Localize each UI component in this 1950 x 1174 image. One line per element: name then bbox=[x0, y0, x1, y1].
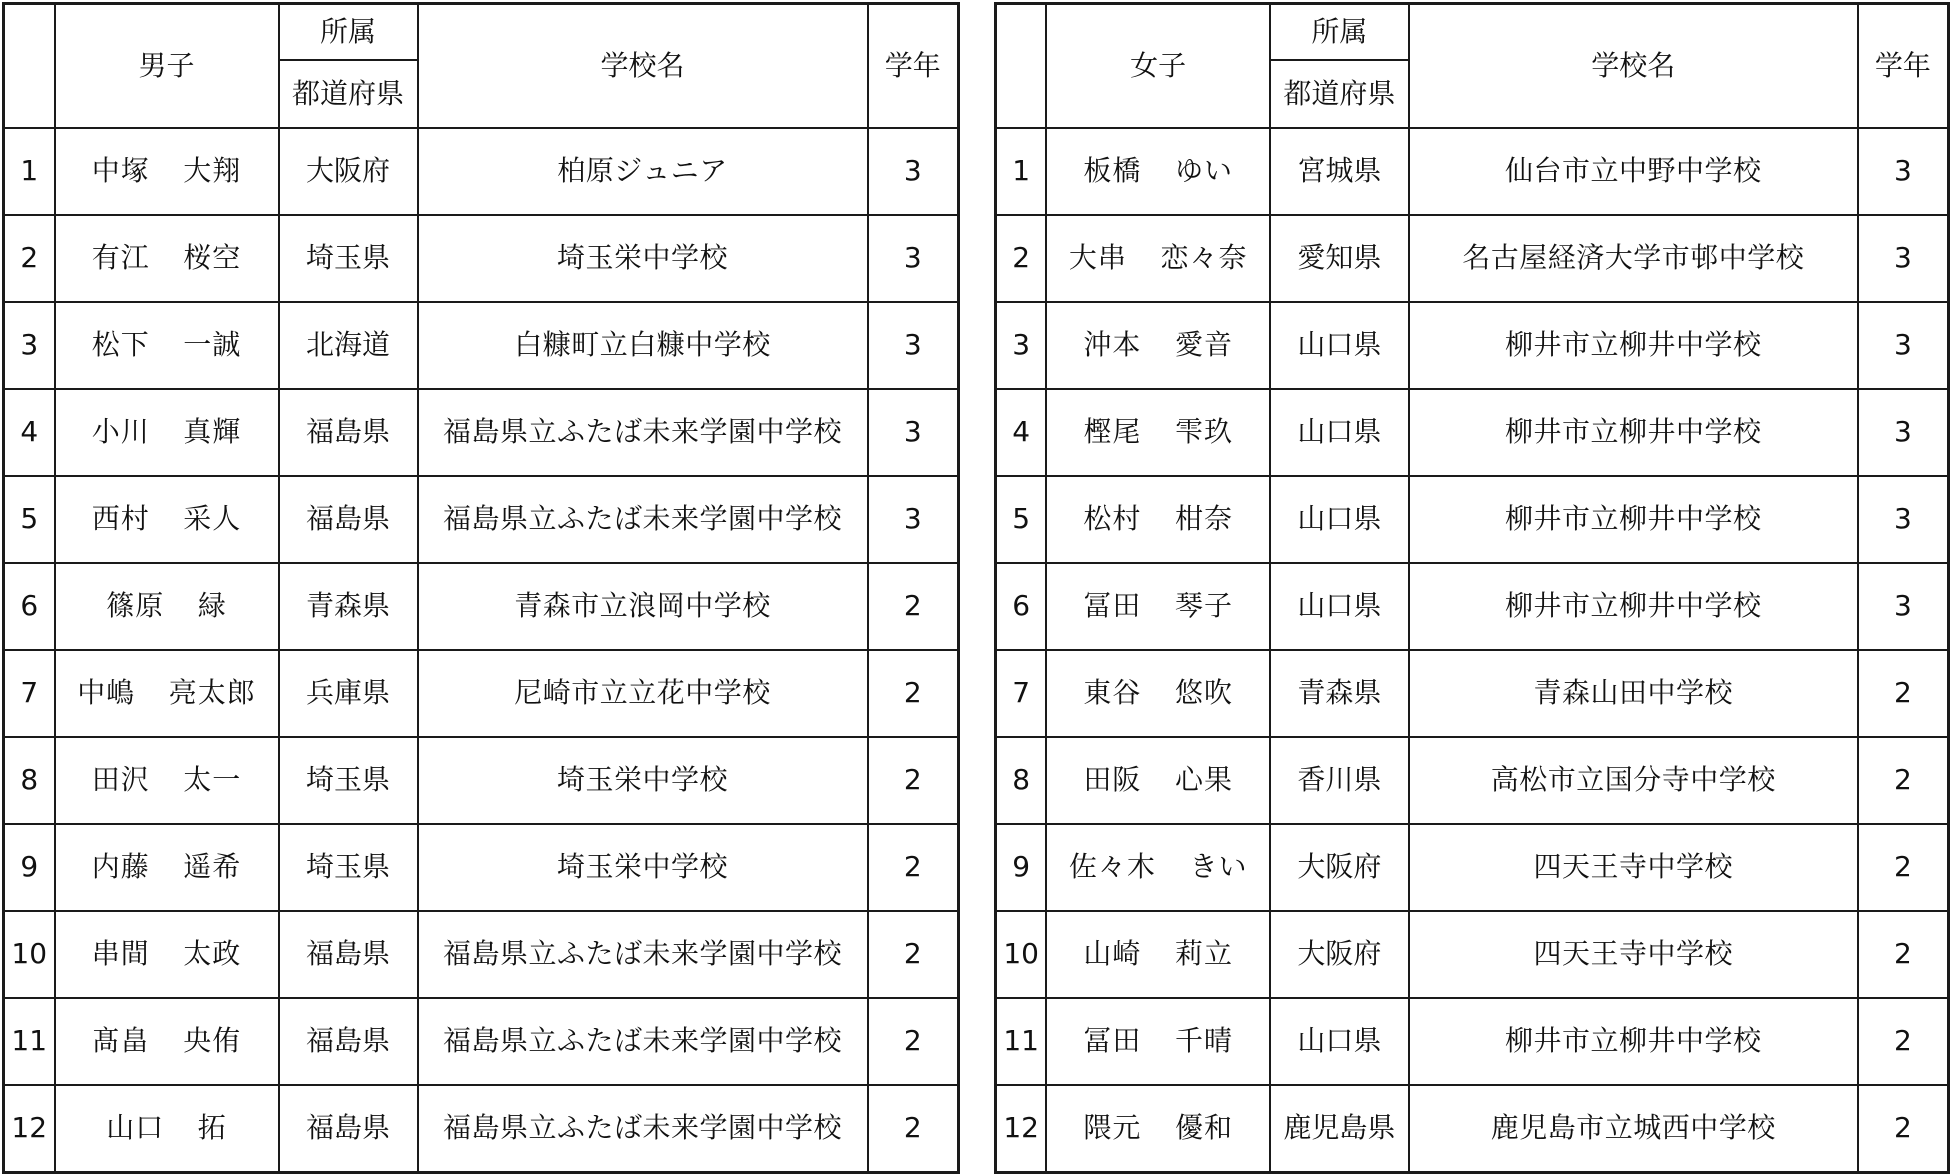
school-name: 柳井市立柳井中学校 bbox=[1409, 563, 1858, 650]
family-name: 佐々木 bbox=[1068, 850, 1156, 884]
row-number: 3 bbox=[4, 302, 55, 389]
athlete-name bbox=[55, 998, 279, 1085]
athlete-name bbox=[55, 1085, 279, 1173]
row-number: 9 bbox=[4, 824, 55, 911]
given-name: 琴子 bbox=[1174, 589, 1233, 623]
grade: 3 bbox=[1858, 128, 1949, 215]
table-row bbox=[996, 650, 1949, 737]
family-name: 西村 bbox=[91, 502, 150, 536]
given-name: 心果 bbox=[1174, 763, 1233, 797]
prefecture: 福島県 bbox=[279, 911, 418, 998]
family-name: 樫尾 bbox=[1083, 415, 1142, 449]
row-number: 4 bbox=[4, 389, 55, 476]
table-row bbox=[4, 998, 959, 1085]
given-name: 采人 bbox=[183, 502, 242, 536]
athlete-name bbox=[55, 476, 279, 563]
row-number: 12 bbox=[996, 1085, 1047, 1173]
athlete-name bbox=[55, 824, 279, 911]
girls-header-number bbox=[996, 4, 1047, 129]
grade: 3 bbox=[868, 389, 959, 476]
athlete-name bbox=[55, 650, 279, 737]
row-number: 10 bbox=[996, 911, 1047, 998]
school-name: 福島県立ふたば未来学園中学校 bbox=[418, 476, 868, 563]
athlete-name bbox=[55, 302, 279, 389]
given-name: 悠吹 bbox=[1174, 676, 1233, 710]
school-name: 白糠町立白糠中学校 bbox=[418, 302, 868, 389]
prefecture: 青森県 bbox=[279, 563, 418, 650]
school-name: 鹿児島市立城西中学校 bbox=[1409, 1085, 1858, 1173]
athlete-name bbox=[55, 389, 279, 476]
given-name: 一誠 bbox=[183, 328, 242, 362]
grade: 3 bbox=[868, 476, 959, 563]
grade: 3 bbox=[1858, 563, 1949, 650]
school-name: 柳井市立柳井中学校 bbox=[1409, 302, 1858, 389]
row-number: 8 bbox=[996, 737, 1047, 824]
athlete-name bbox=[1046, 650, 1270, 737]
family-name: 大串 bbox=[1068, 241, 1127, 275]
prefecture: 福島県 bbox=[279, 1085, 418, 1173]
prefecture: 山口県 bbox=[1270, 998, 1409, 1085]
athlete-name bbox=[55, 911, 279, 998]
grade: 3 bbox=[868, 128, 959, 215]
table-row bbox=[996, 1085, 1949, 1173]
girls-header-row bbox=[996, 4, 1949, 61]
row-number: 9 bbox=[996, 824, 1047, 911]
school-name: 福島県立ふたば未来学園中学校 bbox=[418, 389, 868, 476]
grade: 2 bbox=[1858, 1085, 1949, 1173]
athlete-name bbox=[55, 563, 279, 650]
school-name: 青森市立浪岡中学校 bbox=[418, 563, 868, 650]
prefecture: 山口県 bbox=[1270, 302, 1409, 389]
family-name: 冨田 bbox=[1083, 1024, 1142, 1058]
boys-header-grade: 学年 bbox=[868, 4, 959, 129]
school-name: 青森山田中学校 bbox=[1409, 650, 1858, 737]
grade: 3 bbox=[1858, 389, 1949, 476]
athlete-name bbox=[55, 215, 279, 302]
girls-header-prefecture: 都道府県 bbox=[1270, 60, 1409, 128]
given-name: 拓 bbox=[197, 1111, 227, 1145]
girls-header-grade: 学年 bbox=[1858, 4, 1949, 129]
athlete-name bbox=[1046, 998, 1270, 1085]
school-name: 尼崎市立立花中学校 bbox=[418, 650, 868, 737]
athlete-name bbox=[1046, 563, 1270, 650]
given-name: ゆい bbox=[1174, 154, 1233, 188]
grade: 2 bbox=[868, 1085, 959, 1173]
family-name: 沖本 bbox=[1083, 328, 1142, 362]
school-name: 名古屋経済大学市邨中学校 bbox=[1409, 215, 1858, 302]
grade: 2 bbox=[1858, 824, 1949, 911]
school-name: 福島県立ふたば未来学園中学校 bbox=[418, 1085, 868, 1173]
table-row bbox=[4, 1085, 959, 1173]
prefecture: 福島県 bbox=[279, 476, 418, 563]
row-number: 8 bbox=[4, 737, 55, 824]
row-number: 12 bbox=[4, 1085, 55, 1173]
family-name: 板橋 bbox=[1083, 154, 1142, 188]
prefecture: 山口県 bbox=[1270, 476, 1409, 563]
grade: 3 bbox=[868, 302, 959, 389]
given-name: 恋々奈 bbox=[1160, 241, 1248, 275]
school-name: 埼玉栄中学校 bbox=[418, 824, 868, 911]
given-name: 央侑 bbox=[183, 1024, 242, 1058]
table-row bbox=[996, 215, 1949, 302]
family-name: 串間 bbox=[91, 937, 150, 971]
prefecture: 大阪府 bbox=[279, 128, 418, 215]
prefecture: 大阪府 bbox=[1270, 824, 1409, 911]
given-name: 柑奈 bbox=[1174, 502, 1233, 536]
grade: 2 bbox=[868, 650, 959, 737]
row-number: 5 bbox=[4, 476, 55, 563]
row-number: 1 bbox=[996, 128, 1047, 215]
family-name: 松村 bbox=[1083, 502, 1142, 536]
row-number: 11 bbox=[4, 998, 55, 1085]
athlete-name bbox=[55, 128, 279, 215]
school-name: 柳井市立柳井中学校 bbox=[1409, 389, 1858, 476]
grade: 3 bbox=[868, 215, 959, 302]
prefecture: 鹿児島県 bbox=[1270, 1085, 1409, 1173]
athlete-name bbox=[55, 737, 279, 824]
given-name: 太政 bbox=[183, 937, 242, 971]
school-name: 柏原ジュニア bbox=[418, 128, 868, 215]
school-name: 柳井市立柳井中学校 bbox=[1409, 998, 1858, 1085]
family-name: 松下 bbox=[91, 328, 150, 362]
row-number: 2 bbox=[4, 215, 55, 302]
given-name: 緑 bbox=[197, 589, 227, 623]
athlete-name bbox=[1046, 1085, 1270, 1173]
boys-header-row bbox=[4, 4, 959, 61]
prefecture: 香川県 bbox=[1270, 737, 1409, 824]
prefecture: 山口県 bbox=[1270, 389, 1409, 476]
given-name: 大翔 bbox=[183, 154, 242, 188]
athlete-name bbox=[1046, 302, 1270, 389]
grade: 2 bbox=[868, 911, 959, 998]
table-row bbox=[996, 389, 1949, 476]
row-number: 2 bbox=[996, 215, 1047, 302]
row-number: 5 bbox=[996, 476, 1047, 563]
table-row bbox=[996, 563, 1949, 650]
athlete-name bbox=[1046, 128, 1270, 215]
given-name: 遥希 bbox=[183, 850, 242, 884]
prefecture: 山口県 bbox=[1270, 563, 1409, 650]
given-name: 千晴 bbox=[1174, 1024, 1233, 1058]
athlete-name bbox=[1046, 824, 1270, 911]
row-number: 10 bbox=[4, 911, 55, 998]
table-row bbox=[4, 476, 959, 563]
table-row bbox=[996, 824, 1949, 911]
boys-header-affiliation: 所属 bbox=[279, 4, 418, 61]
school-name: 柳井市立柳井中学校 bbox=[1409, 476, 1858, 563]
table-row bbox=[4, 650, 959, 737]
grade: 2 bbox=[1858, 650, 1949, 737]
table-row bbox=[4, 563, 959, 650]
family-name: 東谷 bbox=[1083, 676, 1142, 710]
row-number: 1 bbox=[4, 128, 55, 215]
table-row bbox=[996, 911, 1949, 998]
school-name: 埼玉栄中学校 bbox=[418, 215, 868, 302]
girls-header-affiliation: 所属 bbox=[1270, 4, 1409, 61]
table-row bbox=[4, 128, 959, 215]
school-name: 高松市立国分寺中学校 bbox=[1409, 737, 1858, 824]
table-row bbox=[4, 911, 959, 998]
family-name: 田沢 bbox=[91, 763, 150, 797]
prefecture: 青森県 bbox=[1270, 650, 1409, 737]
grade: 3 bbox=[1858, 302, 1949, 389]
row-number: 7 bbox=[996, 650, 1047, 737]
given-name: 亮太郎 bbox=[168, 676, 256, 710]
given-name: 雫玖 bbox=[1174, 415, 1233, 449]
grade: 2 bbox=[868, 563, 959, 650]
boys-header-name: 男子 bbox=[55, 4, 279, 129]
prefecture: 福島県 bbox=[279, 998, 418, 1085]
athlete-name bbox=[1046, 737, 1270, 824]
table-row bbox=[996, 998, 1949, 1085]
table-row bbox=[4, 824, 959, 911]
row-number: 4 bbox=[996, 389, 1047, 476]
grade: 2 bbox=[1858, 998, 1949, 1085]
athlete-name bbox=[1046, 215, 1270, 302]
table-row bbox=[996, 476, 1949, 563]
row-number: 11 bbox=[996, 998, 1047, 1085]
grade: 2 bbox=[1858, 737, 1949, 824]
table-row bbox=[996, 302, 1949, 389]
prefecture: 埼玉県 bbox=[279, 215, 418, 302]
table-row bbox=[4, 302, 959, 389]
grade: 3 bbox=[1858, 215, 1949, 302]
girls-header-name: 女子 bbox=[1046, 4, 1270, 129]
boys-header-number bbox=[4, 4, 55, 129]
school-name: 四天王寺中学校 bbox=[1409, 824, 1858, 911]
family-name: 隈元 bbox=[1083, 1111, 1142, 1145]
row-number: 7 bbox=[4, 650, 55, 737]
family-name: 篠原 bbox=[106, 589, 165, 623]
family-name: 中塚 bbox=[91, 154, 150, 188]
prefecture: 埼玉県 bbox=[279, 824, 418, 911]
table-row bbox=[4, 215, 959, 302]
school-name: 四天王寺中学校 bbox=[1409, 911, 1858, 998]
school-name: 仙台市立中野中学校 bbox=[1409, 128, 1858, 215]
given-name: 優和 bbox=[1174, 1111, 1233, 1145]
given-name: 桜空 bbox=[183, 241, 242, 275]
school-name: 福島県立ふたば未来学園中学校 bbox=[418, 911, 868, 998]
girls-table bbox=[994, 2, 1950, 1174]
family-name: 冨田 bbox=[1083, 589, 1142, 623]
grade: 2 bbox=[868, 998, 959, 1085]
athlete-name bbox=[1046, 389, 1270, 476]
family-name: 山崎 bbox=[1083, 937, 1142, 971]
prefecture: 兵庫県 bbox=[279, 650, 418, 737]
school-name: 埼玉栄中学校 bbox=[418, 737, 868, 824]
family-name: 小川 bbox=[91, 415, 150, 449]
prefecture: 北海道 bbox=[279, 302, 418, 389]
prefecture: 愛知県 bbox=[1270, 215, 1409, 302]
given-name: きい bbox=[1189, 850, 1248, 884]
family-name: 髙畠 bbox=[91, 1024, 150, 1058]
row-number: 6 bbox=[996, 563, 1047, 650]
given-name: 莉立 bbox=[1174, 937, 1233, 971]
family-name: 田阪 bbox=[1083, 763, 1142, 797]
table-row bbox=[4, 737, 959, 824]
given-name: 愛音 bbox=[1174, 328, 1233, 362]
table-row bbox=[996, 128, 1949, 215]
girls-header-school: 学校名 bbox=[1409, 4, 1858, 129]
boys-header-prefecture: 都道府県 bbox=[279, 60, 418, 128]
athlete-name bbox=[1046, 911, 1270, 998]
boys-header-school: 学校名 bbox=[418, 4, 868, 129]
school-name: 福島県立ふたば未来学園中学校 bbox=[418, 998, 868, 1085]
given-name: 太一 bbox=[183, 763, 242, 797]
prefecture: 宮城県 bbox=[1270, 128, 1409, 215]
family-name: 山口 bbox=[106, 1111, 165, 1145]
table-row bbox=[4, 389, 959, 476]
row-number: 6 bbox=[4, 563, 55, 650]
grade: 2 bbox=[1858, 911, 1949, 998]
prefecture: 大阪府 bbox=[1270, 911, 1409, 998]
athlete-name bbox=[1046, 476, 1270, 563]
prefecture: 埼玉県 bbox=[279, 737, 418, 824]
family-name: 中嶋 bbox=[77, 676, 136, 710]
given-name: 真輝 bbox=[183, 415, 242, 449]
table-row bbox=[996, 737, 1949, 824]
row-number: 3 bbox=[996, 302, 1047, 389]
grade: 2 bbox=[868, 737, 959, 824]
grade: 2 bbox=[868, 824, 959, 911]
grade: 3 bbox=[1858, 476, 1949, 563]
family-name: 有江 bbox=[91, 241, 150, 275]
family-name: 内藤 bbox=[91, 850, 150, 884]
boys-table bbox=[2, 2, 960, 1174]
prefecture: 福島県 bbox=[279, 389, 418, 476]
